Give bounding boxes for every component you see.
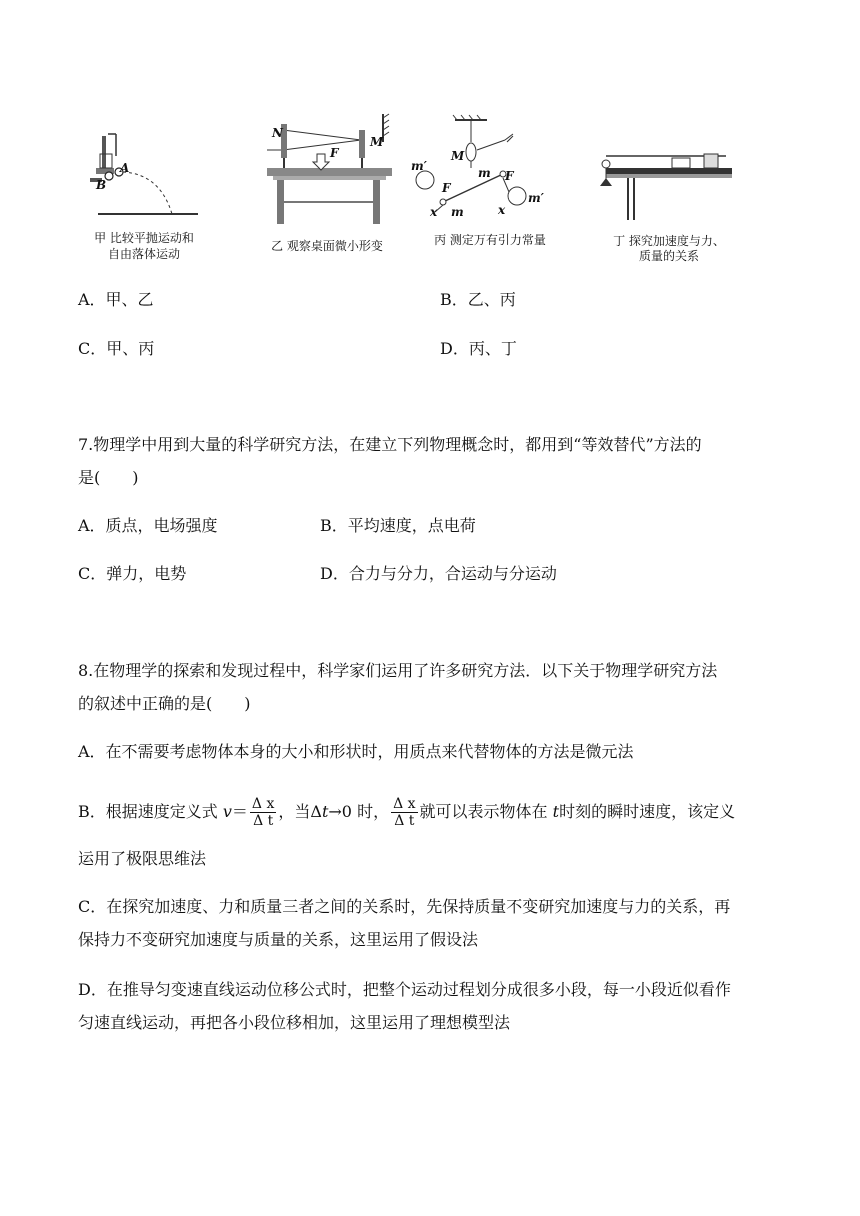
q8-option-b-line2: 运用了极限思维法 (78, 849, 207, 868)
figure-jia-drawing (80, 128, 210, 223)
q8-option-b-part3: →0 时， (328, 802, 390, 821)
figure-yi-caption: 乙 观察桌面微小形变 (271, 239, 383, 253)
q8-stem-line2: 的叙述中正确的是( ) (78, 694, 251, 713)
figure-bing-label-x-right: x (498, 203, 506, 217)
q8-option-b-fraction-1-den: Δ t (253, 813, 274, 829)
q8-option-c-line2: 保持力不变研究加速度与质量的关系，这里运用了假设法 (78, 930, 479, 949)
q7-stem-line2: 是( ) (78, 468, 139, 487)
figure-ding-drawing (596, 148, 736, 223)
q8-option-b-fraction-2 (391, 796, 417, 829)
q7-option-d[interactable]: D．合力与分力，合运动与分运动 (320, 564, 557, 583)
figure-bing-label-f-right: F (505, 169, 514, 183)
q8-option-b-line1[interactable] (78, 792, 735, 832)
figure-jia-caption-line2: 自由落体运动 (107, 247, 180, 261)
figure-bing-label-mprime-right: m′ (528, 191, 544, 205)
figure-bing-label-f-left: F (442, 181, 451, 195)
figure-jia-label-a: A (120, 161, 130, 175)
q8-option-d-line1[interactable]: D．在推导匀变速直线运动位移公式时，把整个运动过程划分成很多小段，每一小段近似看作 (78, 980, 731, 999)
figure-yi-label-m: M (370, 135, 384, 149)
q8-option-b-part5: 时刻的瞬时速度，该定义 (559, 802, 736, 821)
figure-yi-label-f: F (330, 146, 339, 160)
q8-option-d-line2: 匀速直线运动，再把各小段位移相加，这里运用了理想模型法 (78, 1013, 511, 1032)
q8-option-c-line1[interactable]: C．在探究加速度、力和质量三者之间的关系时，先保持质量不变研究加速度与力的关系，再 (78, 897, 731, 916)
q8-option-b-fraction-2-num: Δ x (393, 796, 416, 812)
q7-stem-line1: 7.物理学中用到大量的科学研究方法，在建立下列物理概念时，都用到“等效替代”方法的 (78, 435, 702, 454)
q8-option-b-t-1: t (321, 802, 329, 821)
figure-jia-label-b: B (96, 178, 107, 192)
figure-bing-label-m-left: m (451, 205, 464, 219)
q7-option-c[interactable]: C．弹力，电势 (78, 564, 187, 583)
q7-option-a[interactable]: A．质点，电场强度 (78, 516, 218, 535)
figure-bing-label-m-big: M (451, 149, 465, 163)
q8-option-b-fraction-1 (250, 796, 276, 829)
q8-option-b-fraction-2-den: Δ t (394, 813, 415, 829)
q8-option-b-eq: ＝ (231, 802, 248, 821)
figure-jia-caption-line1: 甲 比较平抛运动和 (94, 231, 194, 245)
q6-option-a[interactable]: A．甲、乙 (78, 290, 154, 309)
q6-option-b[interactable]: B．乙、丙 (440, 290, 516, 309)
q6-option-d[interactable]: D．丙、丁 (440, 339, 517, 358)
q8-stem-line1: 8.在物理学的探索和发现过程中，科学家们运用了许多研究方法．以下关于物理学研究方法 (78, 661, 718, 680)
q8-option-b-part2: ，当Δ (278, 802, 322, 821)
q7-option-b[interactable]: B．平均速度，点电荷 (320, 516, 476, 535)
q8-option-b-t-2: t (552, 802, 560, 821)
figure-bing-caption: 丙 测定万有引力常量 (434, 233, 546, 247)
figure-bing-label-x-left: x (430, 205, 438, 219)
figure-bing-label-mprime-left: m′ (411, 159, 427, 173)
figure-yi-label-n: N (272, 126, 283, 140)
q8-option-b-part1: B．根据速度定义式 (78, 802, 218, 821)
figure-ding-caption-line2: 质量的关系 (638, 249, 699, 263)
q8-option-b-fraction-1-num: Δ x (251, 796, 275, 812)
figure-bing-label-m-right: m (478, 166, 491, 180)
q8-option-a[interactable]: A．在不需要考虑物体本身的大小和形状时，用质点来代替物体的方法是微元法 (78, 742, 634, 761)
figure-ding-caption-line1: 丁 探究加速度与力、 (613, 234, 725, 248)
q8-option-b-part4: 就可以表示物体在 (419, 802, 548, 821)
q8-option-b-v: v (222, 802, 232, 821)
q6-option-c[interactable]: C．甲、丙 (78, 339, 155, 358)
